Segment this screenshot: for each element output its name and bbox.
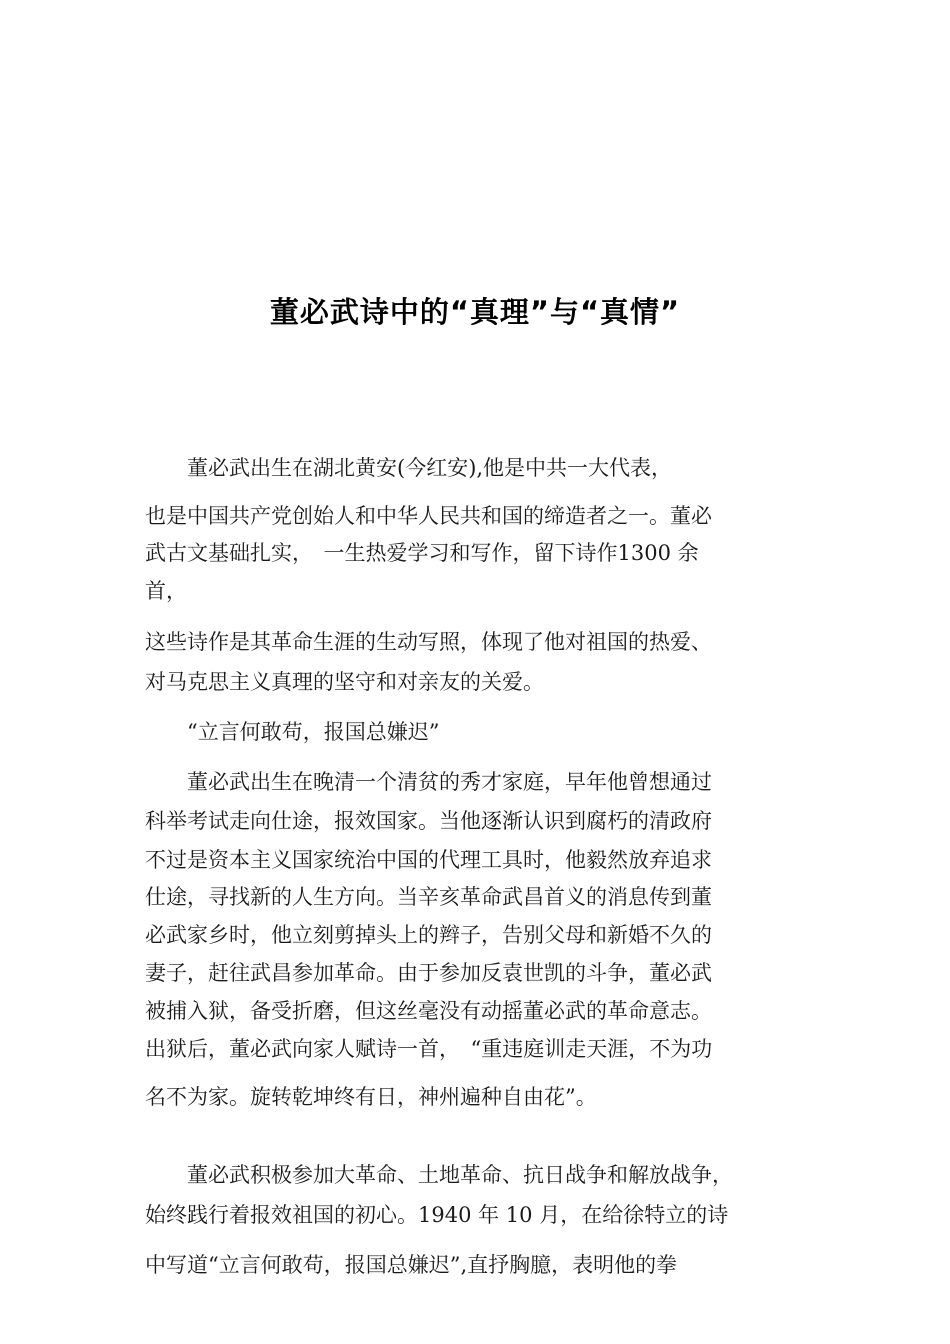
body-line: 名不为家。旋转乾坤终有日，神州遍种自由花”。	[145, 1085, 597, 1109]
body-line: 妻子，赶往武昌参加革命。由于参加反袁世凯的斗争，董必武	[145, 961, 712, 985]
body-line: 不过是资本主义国家统治中国的代理工具时，他毅然放弃追求	[145, 848, 712, 872]
body-line: 仕途，寻找新的人生方向。当辛亥革命武昌首义的消息传到董	[145, 885, 712, 909]
body-line: 首，	[145, 579, 187, 603]
body-line: 董必武积极参加大革命、土地革命、抗日战争和解放战争，	[145, 1163, 733, 1187]
body-line: 董必武出生在晚清一个清贫的秀才家庭，早年他曾想通过	[145, 770, 712, 794]
page-title: 董必武诗中的“真理”与“真情”	[269, 295, 681, 329]
body-line: 始终践行着报效祖国的初心。1940 年 10 月，在给徐特立的诗	[145, 1203, 729, 1227]
body-line: 中写道“立言何敢苟，报国总嫌迟”,直抒胸臆，表明他的拳	[145, 1253, 678, 1277]
body-line: 也是中国共产党创始人和中华人民共和国的缔造者之一。董必	[145, 504, 712, 528]
body-line: 被捕入狱，备受折磨，但这丝毫没有动摇董必武的革命意志。	[145, 999, 712, 1023]
body-line: 对马克思主义真理的坚守和对亲友的关爱。	[145, 670, 544, 694]
body-line: 出狱后，董必武向家人赋诗一首， “重违庭训走天涯，不为功	[145, 1037, 713, 1061]
section-heading: “立言何敢苟，报国总嫌迟”	[145, 720, 440, 744]
body-line: 董必武出生在湖北黄安(今红安),他是中共一大代表，	[145, 456, 673, 480]
body-line: 武古文基础扎实， 一生热爱学习和写作，留下诗作1300 余	[145, 541, 699, 565]
body-line: 科举考试走向仕途，报效国家。当他逐渐认识到腐朽的清政府	[145, 809, 712, 833]
body-line: 这些诗作是其革命生涯的生动写照，体现了他对祖国的热爱、	[145, 630, 712, 654]
body-line: 必武家乡时，他立刻剪掉头上的辫子，告别父母和新婚不久的	[145, 923, 712, 947]
